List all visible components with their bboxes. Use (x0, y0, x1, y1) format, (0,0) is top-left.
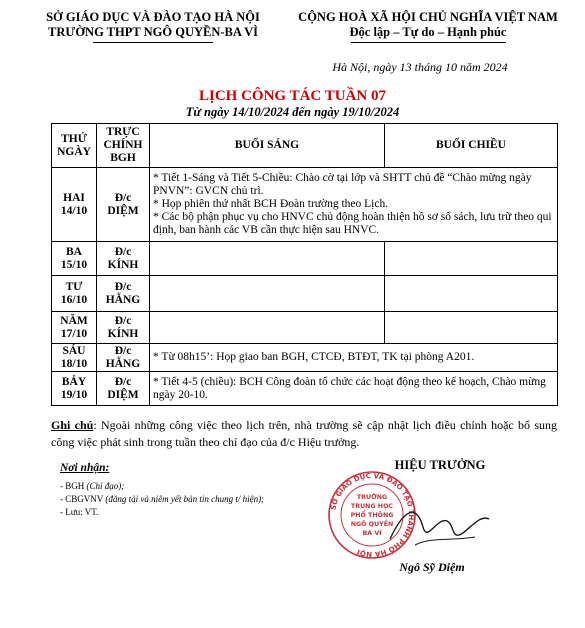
table-header-row (52, 124, 558, 168)
signatory-name: Ngô Sỹ Diệm (399, 560, 465, 574)
recipient-item (60, 480, 320, 493)
dateline: Hà Nội, ngày 13 tháng 10 năm 2024 (332, 60, 508, 74)
afternoon-cell (385, 242, 558, 276)
duty-name: DIỆM (107, 388, 139, 401)
table-row (52, 168, 558, 242)
morning-item: * Tiết 1-Sáng và Tiết 5-Chiều: Chào cờ tại lớp và SHTT chủ đề “Chào mừng ngày PNVN”: GVCN chủ trì. (153, 172, 532, 197)
duty-prefix: Đ/c (114, 314, 132, 327)
seal-inner-line: BA VÌ (362, 530, 382, 537)
morning-item: * Tiết 4-5 (chiều): BCH Công đoàn tổ chức các hoạt động theo kế hoạch, Chào mừng ngày 20-10. (153, 375, 546, 401)
col-duty-header (97, 124, 150, 168)
duty-name: DIỆM (107, 204, 139, 217)
day-date: 14/10 (60, 204, 88, 217)
duty-name: HẰNG (105, 293, 141, 306)
col-day-label-2: NGÀY (57, 145, 91, 158)
col-day-header (52, 124, 97, 168)
national-motto (288, 10, 568, 43)
duty-cell (97, 276, 150, 312)
day-date: 16/10 (60, 293, 88, 306)
morning-cell (150, 242, 385, 276)
signatory-title: HIỆU TRƯỞNG (394, 458, 486, 472)
morning-cell (150, 312, 385, 344)
motto: Độc lập – Tự do – Hạnh phúc (349, 25, 507, 39)
table-row (52, 242, 558, 276)
day-name: BẢY (61, 375, 87, 388)
document-title: LỊCH CÔNG TÁC TUẦN 07 (199, 88, 386, 104)
duty-prefix: Đ/c (114, 280, 132, 293)
day-date: 18/10 (60, 357, 88, 370)
day-cell (52, 242, 97, 276)
recipient-item (60, 493, 320, 506)
country-name: CỘNG HOÀ XÃ HỘI CHỦ NGHĨA VIỆT NAM (298, 10, 558, 24)
seal-inner-line: TRƯỜNG (356, 494, 388, 501)
morning-item: * Từ 08h15’: Họp giao ban BGH, CTCĐ, BTĐT, TK tại phòng A201. (153, 351, 475, 363)
day-name: HAI (63, 191, 85, 204)
day-date: 19/10 (60, 388, 88, 401)
header-rule-left (93, 42, 213, 43)
seal-outer-text: SỞ GIÁO DỤC VÀ ĐÀO TẠO THÀNH PHỐ HÀ NỘI (329, 471, 416, 559)
day-cell (52, 168, 97, 242)
table-row (52, 344, 558, 372)
duty-prefix: Đ/c (114, 375, 132, 388)
morning-cell (150, 276, 385, 312)
day-date: 17/10 (60, 327, 88, 340)
day-cell (52, 344, 97, 372)
duty-prefix: Đ/c (114, 191, 132, 204)
issuing-organization (28, 10, 278, 43)
col-morning-header: BUỔI SÁNG (150, 124, 385, 168)
duty-cell (97, 168, 150, 242)
footnote-text: : Ngoài những công việc theo lịch trên, nhà trường sẽ cập nhật lịch điều chỉnh hoặc bổ sung công việc phát sinh trong tuần theo chỉ đạo của đ/c Hiệu trưởng. (51, 418, 557, 449)
col-duty-label-2: CHÍNH (103, 139, 143, 151)
recipient-text: - BGH (60, 481, 87, 491)
morning-cell (150, 344, 558, 372)
col-duty-label-3: BGH (110, 152, 136, 164)
col-afternoon-header: BUỔI CHIỀU (385, 124, 558, 168)
morning-cell (150, 168, 558, 242)
duty-prefix: Đ/c (114, 344, 132, 357)
recipient-note: (đăng tải và niêm yết bản tin chung t/ hiện); (105, 494, 265, 504)
recipient-text: - CBGVNV (60, 494, 106, 504)
footnote-label: Ghi chú (51, 418, 94, 432)
weekly-schedule-table (51, 123, 558, 406)
duty-name: KÍNH (107, 327, 139, 340)
table-row (52, 276, 558, 312)
recipient-item (60, 506, 320, 519)
morning-cell (150, 372, 558, 406)
duty-name: KÍNH (107, 258, 139, 271)
morning-item: * Họp phiên thứ nhất BCH Đoàn trường theo Lịch. (153, 198, 389, 210)
header-rule-right (351, 42, 506, 43)
table-row (52, 312, 558, 344)
col-day-label-1: THỨ (61, 132, 87, 145)
duty-name: HẰNG (105, 357, 141, 370)
footnote (51, 417, 557, 451)
recipient-note: (Chỉ đạo); (86, 481, 125, 491)
duty-cell (97, 344, 150, 372)
col-duty-label-1: TRỰC (106, 126, 140, 138)
table-row (52, 372, 558, 406)
duty-cell (97, 242, 150, 276)
recipients-block (60, 462, 320, 519)
seal-inner-line: NGÔ QUYỀN (350, 521, 394, 528)
morning-item: * Các bộ phận phục vụ cho HNVC chủ động hoàn thiện hồ sơ sổ sách, lưu trữ theo qui định, ban hành các VB cần thực hiện sau HNVC. (153, 211, 552, 236)
day-date: 15/10 (60, 258, 88, 271)
duty-cell (97, 312, 150, 344)
day-cell (52, 312, 97, 344)
recipients-heading: Nơi nhận: (60, 462, 110, 474)
day-cell (52, 372, 97, 406)
document-subtitle: Từ ngày 14/10/2024 đến ngày 19/10/2024 (185, 105, 400, 119)
day-name: TƯ (65, 280, 83, 293)
seal-inner-line: TRUNG HỌC (350, 503, 394, 510)
seal-inner-line: PHỔ THÔNG (350, 512, 394, 519)
handwritten-signature (385, 497, 495, 557)
day-name: BA (66, 245, 82, 258)
afternoon-cell (385, 276, 558, 312)
department-name: SỞ GIÁO DỤC VÀ ĐÀO TẠO HÀ NỘI (46, 10, 260, 24)
day-name: SÁU (62, 344, 86, 357)
duty-prefix: Đ/c (114, 245, 132, 258)
recipient-text: - Lưu: VT. (60, 507, 99, 517)
duty-cell (97, 372, 150, 406)
school-name: TRƯỜNG THPT NGÔ QUYỀN-BA VÌ (48, 25, 258, 39)
afternoon-cell (385, 312, 558, 344)
day-cell (52, 276, 97, 312)
day-name: NĂM (60, 314, 88, 327)
